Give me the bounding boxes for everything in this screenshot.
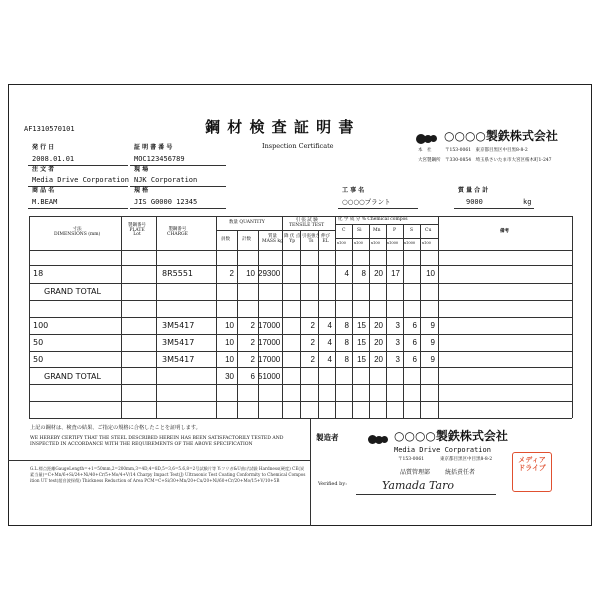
header-chem: 化 学 成 分 % Chemical compos [338,217,408,222]
issue-date-label: 発 行 日 [32,144,55,151]
mult-p: x1000 [387,241,399,245]
cell-mass: 17000 [258,338,281,347]
header-chem-c: C [342,228,346,233]
cell-count: 2 [250,321,255,330]
cell-s: 6 [412,321,417,330]
qty-unit: kg [523,198,532,206]
header-chem-cu: Cu [425,228,432,233]
notes-text: G.L.標点距離GaugeLength=+1=50mm,2=200mm,3=4D,4=8D,5=3,6=5.6,8=2号試験片等 Y:フリガ&U曲げ試験 Hardness(硬度) CE(炭素当量)=C+Mn/6+Si/24+Ni/40+Cr/5+Mo/4+V/14 Charpy Impact Test(J) Ultrasonic Test Coating Conformity to Chemical Composition UT test(超音波探傷) Thickness Reduction of Area PCM=C+Si/30+Mn/20+Cu/20+Ni/60+Cr/20+Mo/15+V/10+5B [30,466,306,484]
cell-count: 10 [246,269,255,278]
document-number: AF1310570101 [24,125,75,133]
cell-mass: 17000 [258,355,281,364]
cell-p: 3 [395,321,400,330]
cell-charge: 3M5417 [162,355,195,364]
cell-mass: 29300 [258,269,281,278]
header-plate: 製鋼番号 PLATE Lot [128,223,146,237]
header-tensile: 引 張 試 験 TENSILE TEST [289,218,325,228]
header-chem-mn: Mn [373,228,381,233]
document-title: 鋼 材 検 査 証 明 書 [205,118,355,136]
qc-title: 統括責任者 [445,469,476,476]
branch-address: 〒330-0854 埼玉県さいたま市大宮区桜木町1-247 [445,158,552,163]
cert-no: MOC123456789 [134,155,185,163]
cell-charge: 3M5417 [162,321,195,330]
signature: Yamada Taro [382,479,454,492]
cell-charge: 8R5551 [162,269,194,278]
document-subtitle: Inspection Certificate [262,142,334,150]
hanko-stamp [512,452,552,492]
cert-no-label: 証 明 書 番 号 [134,144,173,151]
hq-address: 〒153-0061 東京都目黒区中目黒8-8-2 [445,148,528,153]
cell-count: 2 [250,338,255,347]
cell-p: 3 [395,338,400,347]
orderer-label: 注 文 者 [32,166,55,173]
cell-el: 4 [327,321,332,330]
cell-cu: 9 [430,321,435,330]
cell-c: 8 [344,338,349,347]
header-quantity: 数量 QUANTITY [229,220,265,225]
company-name: ○○○○製鉄株式会社 [444,129,558,143]
cell-p: 17 [391,269,400,278]
site-label: 現 場 [134,166,149,173]
product-label: 商 品 名 [32,187,55,194]
mult-s: x1000 [404,241,416,245]
cell-s: 6 [412,355,417,364]
orderer: Media Drive Corporation [32,176,129,184]
maker-address: 東京都目黒区中目黒8-8-2 [440,457,493,462]
grand-total-label: GRAND TOTAL [44,287,101,296]
maker-label: 製造者 [316,433,339,442]
cell-p: 3 [395,355,400,364]
header-yield: 降 伏 点 Yp [284,234,301,244]
qty-total: 9000 [466,198,483,206]
cell-cu: 10 [426,269,435,278]
header-pieces: 員数 [221,237,230,242]
issue-date: 2008.01.01 [32,155,75,163]
maker-zip: 〒153-0061 [398,457,425,462]
product: M.BEAM [32,198,58,206]
cell-si: 15 [357,321,366,330]
hq-label: 本 社 [418,148,432,153]
cell-mass: 17000 [258,321,281,330]
cell-si: 8 [361,269,366,278]
cell-pieces: 10 [225,321,234,330]
cell-yp: 2 [310,338,315,347]
qty-total-label: 質 量 合 計 [458,187,489,194]
mult-si: x100 [354,241,363,245]
header-chem-p: P [393,228,397,233]
jp-statement: 上記の鋼材は、検査の結果、ご指定の規格に合格したことを証明します。 [30,425,201,431]
cell-size: 18 [33,269,44,278]
cell-el: 4 [327,338,332,347]
qc-label: 品質管理部 [400,469,431,476]
cell-mn: 20 [374,338,383,347]
header-tensile-strength: 引張強さ Ts [302,234,320,244]
header-charge: 製鋼番号 CHARGE [167,227,188,237]
cell-size: 50 [33,355,44,364]
cell-size: 50 [33,338,44,347]
grand-total-label: GRAND TOTAL [44,372,101,381]
header-remarks: 備考 [500,229,509,234]
header-chem-s: S [410,228,414,233]
header-size: 寸法 DIMENSIONS (mm) [54,227,101,237]
cell-si: 15 [357,355,366,364]
works-label: 工 事 名 [342,187,365,194]
cell-pieces: 30 [225,372,234,381]
cell-size: 100 [33,321,49,330]
en-statement: WE HEREBY CERTIFY THAT THE STEEL DESCRIBED HEREIN HAS BEEN SATISFACTORILY TESTED AND INSPECTED IN ACCORDANCE WITH THE REQUIREMENTS OF THE ABOVE SPECIFICATION [30,436,284,447]
cell-charge: 3M5417 [162,338,195,347]
mult-mn: x100 [371,241,380,245]
header-elongation: 伸び EL [321,234,330,244]
cell-s: 6 [412,338,417,347]
branch-label: 大宮製鋼所 [418,158,441,163]
cell-mn: 20 [374,269,383,278]
works: ○○○○プラント [342,198,391,206]
cell-mass: 51000 [258,372,281,381]
maker-name: ○○○○製鉄株式会社 [394,429,508,443]
cell-mn: 20 [374,321,383,330]
cell-pieces: 2 [229,269,234,278]
cell-pieces: 10 [225,355,234,364]
cell-pieces: 10 [225,338,234,347]
cell-cu: 9 [430,355,435,364]
mult-cu: x100 [422,241,431,245]
cell-cu: 9 [430,338,435,347]
cell-c: 4 [344,269,349,278]
mult-c: x100 [337,241,346,245]
header-chem-si: Si [357,228,362,233]
header-count: 計数 [242,237,251,242]
spec-label: 規 格 [134,187,149,194]
spec: JIS G0000 12345 [134,198,198,206]
cell-el: 4 [327,355,332,364]
maker-logo [368,431,388,447]
cell-c: 8 [344,321,349,330]
cell-count: 2 [250,355,255,364]
site: NJK Corporation [134,176,198,184]
cell-si: 15 [357,338,366,347]
cell-mn: 20 [374,355,383,364]
maker-en: Media Drive Corporation [394,446,491,454]
verified-label: Verified by: [318,481,347,487]
cell-yp: 2 [310,355,315,364]
cell-yp: 2 [310,321,315,330]
stamp-text: メディアドライブ [518,456,546,473]
cell-c: 8 [344,355,349,364]
cell-count: 6 [250,372,255,381]
header-mass: 質量 MASS kg [262,234,283,244]
